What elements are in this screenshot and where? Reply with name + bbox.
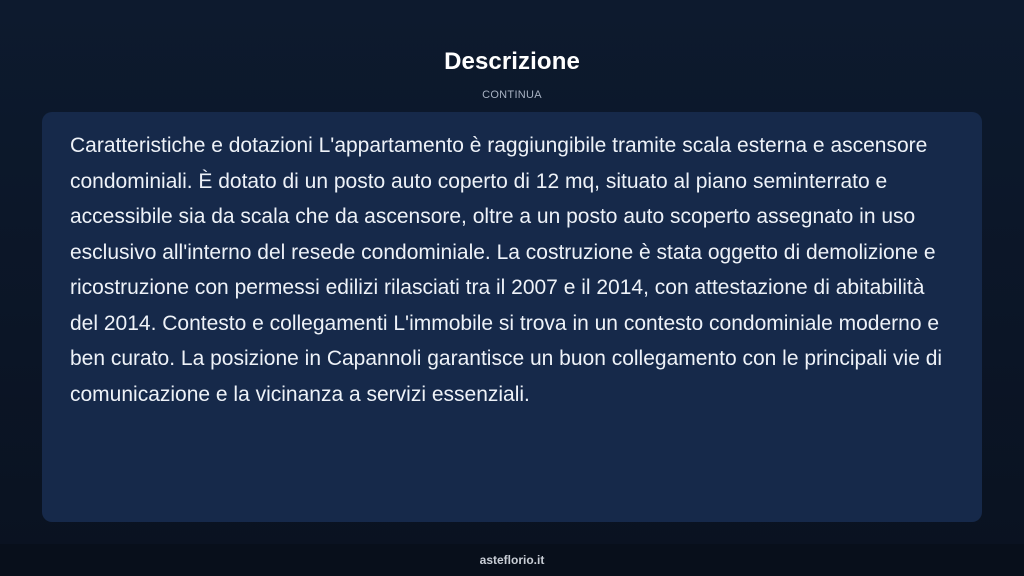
description-card	[42, 112, 982, 522]
page-subtitle: CONTINUA	[482, 89, 542, 101]
footer-brand: asteflorio.it	[0, 544, 1024, 576]
page-title: Descrizione	[444, 48, 580, 75]
description-text: Caratteristiche e dotazioni L'appartamento è raggiungibile tramite scala esterna e ascensore condominiali. È dotato di un posto auto coperto di 12 mq, situato al piano seminterrato e accessibile sia da scala che da ascensore, oltre a un posto auto scoperto assegnato in uso esclusivo all'interno del resede condominiale. La costruzione è stata oggetto di demolizione e ricostruzione con permessi edilizi rilasciati tra il 2007 e il 2014, con attestazione di abitabilità del 2014. Contesto e collegamenti L'immobile si trova in un contesto condominiale moderno e ben curato. La posizione in Capannoli garantisce un buon collegamento con le principali vie di comunicazione e la vicinanza a servizi essenziali.	[70, 134, 943, 406]
